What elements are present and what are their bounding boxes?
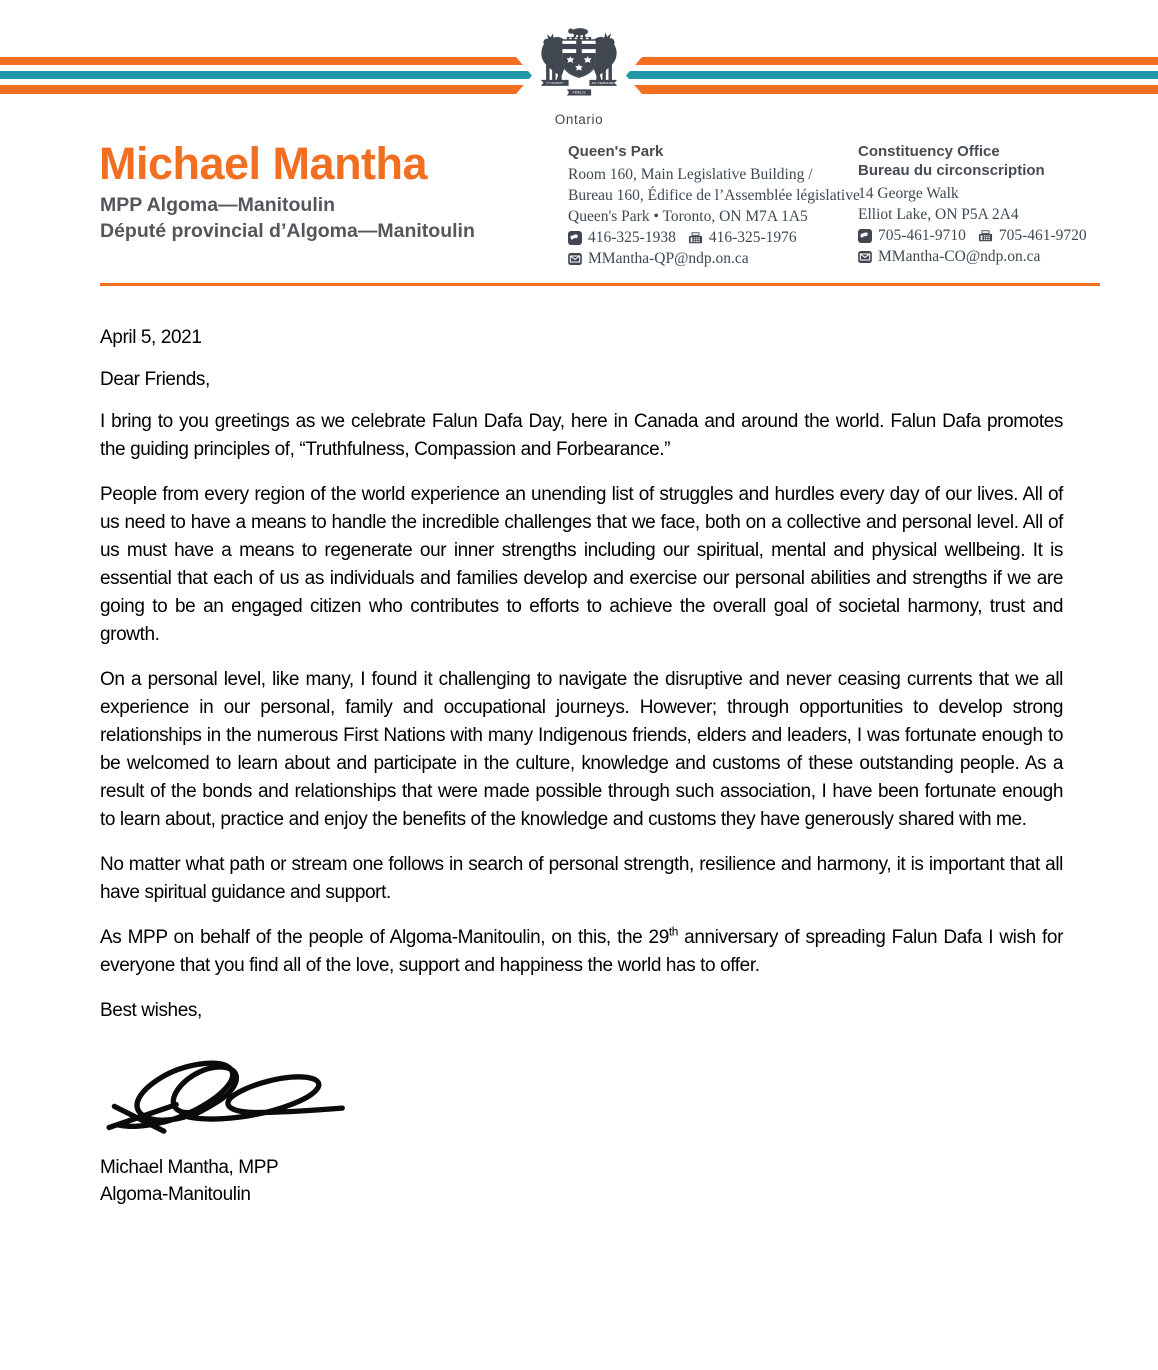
email-address: MMantha-CO@ndp.on.ca <box>878 248 1041 265</box>
letter-paragraph-anniversary <box>100 924 1063 980</box>
fax-number: 705-461-9720 <box>998 227 1087 244</box>
email-row <box>568 248 856 269</box>
signature-name: Michael Mantha, MPP <box>100 1157 279 1178</box>
shield-icon <box>562 40 597 77</box>
email-address: MMantha-QP@ndp.on.ca <box>588 250 749 267</box>
letter-paragraph-2: People from every region of the world experience an unending list of struggles and hurdles every day of our lives. All of us need to have a means to handle the incredible challenges that we face, both on a collective and personal level. All of us must have a means to regenerate our inner strengths including our spiritual, mental and physical wellbeing. It is essential that each of us as individuals and families develop and exercise our personal abilities and strengths if we are going to be an engaged citizen who contributes to efforts to achieve the overall goal of societal harmony, trust and growth. <box>100 484 1063 645</box>
email-icon <box>568 253 582 265</box>
stripe-teal-middle <box>626 71 1158 79</box>
coat-of-arms-graphic <box>527 26 631 106</box>
address-line: Queen's Park • Toronto, ON M7A 1A5 <box>568 208 808 225</box>
phone-fax-row <box>568 227 856 248</box>
office-heading: Queen's Park <box>568 143 664 160</box>
signature-name-block <box>100 1154 1063 1208</box>
fax-icon <box>688 231 703 245</box>
office-heading-french: Bureau du circonscription <box>858 162 1045 179</box>
mp-title-french: Député provincial d’Algoma—Manitoulin <box>100 220 475 242</box>
stripe-orange-top <box>0 57 532 65</box>
stripe-orange-top <box>626 57 1158 65</box>
stripe-orange-bottom <box>0 85 532 94</box>
letter-salutation: Dear Friends, <box>100 369 210 390</box>
letterhead-stripes-right <box>626 57 1158 94</box>
fax-number: 416-325-1976 <box>708 229 797 246</box>
stripe-orange-bottom <box>626 85 1158 94</box>
address-line: 14 George Walk <box>858 185 959 202</box>
queens-park-office-block <box>568 142 860 269</box>
signature-scribble-icon <box>102 1039 367 1141</box>
office-heading-english: Constituency Office <box>858 143 1000 160</box>
phone-icon <box>568 231 582 245</box>
anniversary-text-after: anniversary of spreading Falun Dafa I wish for everyone that you find all of the love, support and happiness the world has to offer. <box>100 927 1064 976</box>
signature-image <box>102 1039 1063 1150</box>
mp-title-english: MPP Algoma—Manitoulin <box>100 194 336 216</box>
letter-paragraph-3: On a personal level, like many, I found it challenging to navigate the disruptive and never ceasing currents that we all experience in our personal, family and occupational journeys. However; through opportunities to develop strong relationships in the numerous First Nations with many Indigenous friends, elders and leaders, I was fortunate enough to be welcomed to learn about and participate in the culture, knowledge and customs of these outstanding people. As a result of the bonds and relationships that were made possible through such association, I have been fortunate enough to learn about, practice and enjoy the benefits of the knowledge and customs they have generously shared with me. <box>100 669 1063 830</box>
email-icon <box>858 251 872 263</box>
anniversary-text-before: As MPP on behalf of the people of Algoma-Manitoulin, on this, the 29 <box>100 927 669 948</box>
crest-caption: Ontario <box>554 112 604 127</box>
letter-body <box>100 324 1063 1208</box>
motto-ribbon <box>541 80 617 96</box>
bear-crest-icon <box>568 28 588 37</box>
header-divider <box>100 283 1100 286</box>
constituency-office-block <box>858 142 1146 267</box>
phone-number: 416-325-1938 <box>588 229 676 246</box>
letterhead-stripes-left <box>0 57 532 94</box>
email-row <box>858 246 1146 267</box>
letter-paragraph-4: No matter what path or stream one follows in search of personal strength, resilience and harmony, it is important that all have spiritual guidance and support. <box>100 854 1063 903</box>
phone-fax-row <box>858 225 1146 246</box>
phone-icon <box>858 229 872 243</box>
letter-date: April 5, 2021 <box>100 327 202 348</box>
letter-paragraph-1: I bring to you greetings as we celebrate Falun Dafa Day, here in Canada and around the world. Falun Dafa promotes the guiding principles of, “Truthfulness, Compassion and Forbearance.” <box>100 411 1063 460</box>
phone-number: 705-461-9710 <box>878 227 966 244</box>
motto-center-text: FIDELIS <box>572 90 586 95</box>
signature-riding: Algoma-Manitoulin <box>100 1184 251 1205</box>
fax-icon <box>978 229 993 243</box>
stripe-teal-middle <box>0 71 532 79</box>
address-line: Elliot Lake, ON P5A 2A4 <box>858 206 1019 223</box>
ontario-coat-of-arms <box>519 26 639 127</box>
address-line: Bureau 160, Édifice de l’Assemblée législative <box>568 187 860 204</box>
letter-closing: Best wishes, <box>100 1000 202 1021</box>
motto-right-text: SIC PERMANET <box>591 81 615 86</box>
motto-left-text: VT INCEPIT <box>546 81 564 86</box>
ordinal-superscript: th <box>668 925 678 939</box>
address-line: Room 160, Main Legislative Building / <box>568 166 813 183</box>
mp-name: Michael Mantha <box>99 138 428 189</box>
